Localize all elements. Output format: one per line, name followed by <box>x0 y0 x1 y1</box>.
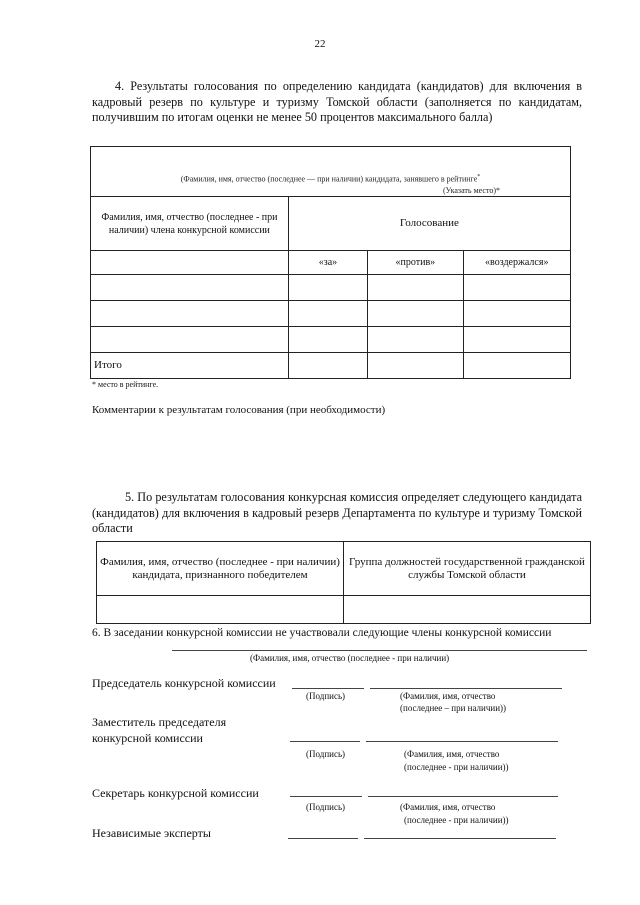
table-row <box>91 327 571 353</box>
absent-members-hint: (Фамилия, имя, отчество (последнее - при наличии) <box>250 653 450 663</box>
secretary-signature-hint: (Подпись) <box>306 802 346 812</box>
empty-cell <box>91 251 289 275</box>
table-row <box>91 275 571 301</box>
table-row <box>91 301 571 327</box>
footnote: * место в рейтинге. <box>92 380 159 389</box>
comments-label: Комментарии к результатам голосования (при необходимости) <box>92 404 386 416</box>
secretary-name-hint: (Фамилия, имя, отчество <box>400 802 496 812</box>
position-group-header: Группа должностей государственной гражданской службы Томской области <box>344 542 591 596</box>
candidate-hint-sup: * <box>477 174 481 180</box>
deputy-name-hint: (Фамилия, имя, отчество <box>404 749 500 759</box>
vote-header: Голосование <box>288 197 570 251</box>
secretary-signature-line <box>290 796 362 797</box>
vote-abstain-header: «воздержался» <box>463 251 570 275</box>
deputy-name-hint-2: (последнее - при наличии)) <box>404 762 509 772</box>
deputy-label-2: конкурсной комиссии <box>92 731 203 745</box>
candidate-hint: (Фамилия, имя, отчество (последнее — при наличии) кандидата, занявшего в рейтинге <box>180 174 478 184</box>
total-label: Итого <box>91 353 289 379</box>
experts-label: Независимые эксперты <box>92 826 211 840</box>
table-row <box>97 596 591 624</box>
chairman-label: Председатель конкурсной комиссии <box>92 676 276 690</box>
chairman-signature-line <box>292 688 364 689</box>
member-column-header: Фамилия, имя, отчество (последнее - при наличии) члена конкурсной комиссии <box>91 197 289 251</box>
section6-heading: 6. В заседании конкурсной комиссии не участвовали следующие члены конкурсной комиссии <box>92 627 552 639</box>
experts-signature-line <box>288 838 358 839</box>
deputy-label-1: Заместитель председателя <box>92 715 227 729</box>
section4-heading: 4. Результаты голосования по определению кандидата (кандидатов) для включения в кадровый резерв по культуре и туризму Томской области (заполняется по кандидатам, получившим по итогам оценки не менее 50 процентов максимального балла) <box>92 79 582 124</box>
secretary-name-hint-2: (последнее - при наличии)) <box>404 815 509 825</box>
chairman-name-hint: (Фамилия, имя, отчество <box>400 691 496 701</box>
winner-column-header: Фамилия, имя, отчество (последнее - при наличии) кандидата, признанного победителем <box>97 542 344 596</box>
secretary-name-line <box>368 796 558 797</box>
deputy-signature-hint: (Подпись) <box>306 749 346 759</box>
winner-table <box>96 541 591 624</box>
vote-for-header: «за» <box>288 251 367 275</box>
deputy-signature-line <box>290 741 360 742</box>
chairman-signature-hint: (Подпись) <box>306 691 346 701</box>
secretary-label: Секретарь конкурсной комиссии <box>92 786 259 800</box>
section5-heading: 5. По результатам голосования конкурсная комиссия определяет следующего кандидата (кандидатов) для включения в кадровый резерв Департамента по культуре и туризму Томской области <box>92 490 582 535</box>
experts-name-line <box>364 838 556 839</box>
chairman-name-hint-2: (последнее – при наличии)) <box>400 703 507 713</box>
absent-members-line <box>172 650 587 651</box>
page-number: 22 <box>314 38 326 50</box>
voting-table <box>90 146 571 379</box>
candidate-header-cell <box>91 147 571 197</box>
chairman-name-line <box>370 688 562 689</box>
deputy-name-line <box>366 741 558 742</box>
vote-against-header: «против» <box>368 251 463 275</box>
place-hint: (Указать место)* <box>442 186 500 195</box>
